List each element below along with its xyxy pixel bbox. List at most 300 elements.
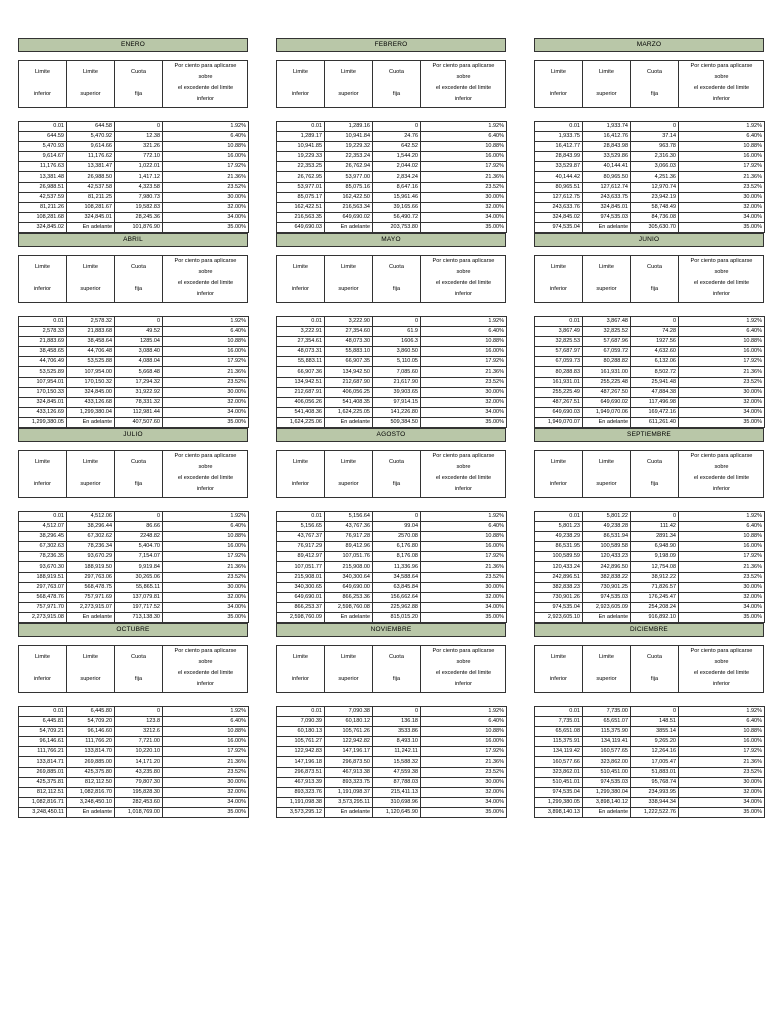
table-row	[277, 317, 507, 327]
fixed-fee-cell: 713,138.30	[115, 612, 163, 622]
header-line: fija	[134, 91, 143, 97]
header-line: el excedente del limite	[177, 475, 234, 481]
fixed-fee-cell: 24.76	[373, 132, 421, 142]
header-line: inferior	[549, 91, 568, 97]
upper-limit-cell: 1,299,380.04	[67, 407, 115, 417]
lower-limit-cell: 510,451.01	[535, 777, 583, 787]
month-table-marzo	[534, 38, 764, 233]
lower-limit-cell: 216,563.35	[277, 212, 325, 222]
fixed-fee-cell: 2,044.02	[373, 162, 421, 172]
lower-limit-cell: 133,814.71	[19, 757, 67, 767]
rate-cell: 34.00%	[679, 797, 765, 807]
lower-limit-cell: 16,412.77	[535, 142, 583, 152]
header-line: inferior	[712, 291, 731, 297]
lower-limit-cell: 324,845.02	[19, 222, 67, 232]
rate-cell: 1.92%	[163, 317, 249, 327]
header-porcentaje	[679, 646, 764, 692]
upper-limit-cell: 44,706.48	[67, 347, 115, 357]
table-header	[276, 60, 506, 108]
lower-limit-cell: 57,687.97	[535, 347, 583, 357]
upper-limit-cell: 53,525.88	[67, 357, 115, 367]
upper-limit-cell: 57,687.96	[583, 337, 631, 347]
table-row	[19, 612, 249, 622]
upper-limit-cell: 43,767.36	[325, 522, 373, 532]
header-line: Por ciento para aplicarse	[174, 648, 237, 654]
header-line: Cuota	[131, 654, 146, 660]
rate-table	[534, 706, 765, 818]
lower-limit-cell: 78,236.35	[19, 552, 67, 562]
header-line: sobre	[714, 464, 729, 470]
header-line: Cuota	[389, 654, 404, 660]
upper-limit-cell: 9,614.66	[67, 142, 115, 152]
table-row	[19, 357, 249, 367]
rate-cell: 1.92%	[163, 512, 249, 522]
upper-limit-cell: 269,885.00	[67, 757, 115, 767]
upper-limit-cell: 67,302.62	[67, 532, 115, 542]
lower-limit-cell: 33,529.87	[535, 162, 583, 172]
header-line: inferior	[33, 481, 52, 487]
header-line: Por ciento para aplicarse	[690, 648, 753, 654]
upper-limit-cell: 866,253.36	[325, 592, 373, 602]
fixed-fee-cell: 642.52	[373, 142, 421, 152]
upper-limit-cell: 53,977.00	[325, 172, 373, 182]
upper-limit-cell: 243,633.75	[583, 192, 631, 202]
table-row	[277, 727, 507, 737]
lower-limit-cell: 96,146.61	[19, 737, 67, 747]
fixed-fee-cell: 3212.6	[115, 727, 163, 737]
header-line: inferior	[454, 681, 473, 687]
table-row	[19, 777, 249, 787]
month-table-junio	[534, 233, 764, 428]
header-line: Limite	[83, 69, 98, 75]
header-line: el excedente del limite	[435, 85, 492, 91]
upper-limit-cell: 115,375.90	[583, 727, 631, 737]
header-line: sobre	[198, 74, 213, 80]
table-row	[535, 707, 765, 717]
month-table-diciembre	[534, 623, 764, 818]
fixed-fee-cell: 39,903.65	[373, 387, 421, 397]
rate-cell: 10.88%	[679, 727, 765, 737]
header-line: Limite	[341, 459, 356, 465]
lower-limit-cell: 111,766.21	[19, 747, 67, 757]
table-row	[535, 522, 765, 532]
table-header	[276, 645, 506, 693]
table-row	[19, 222, 249, 232]
upper-limit-cell: En adelante	[583, 222, 631, 232]
lower-limit-cell: 134,119.42	[535, 747, 583, 757]
table-row	[277, 787, 507, 797]
table-row	[535, 592, 765, 602]
month-table-julio	[18, 428, 248, 623]
table-row	[19, 797, 249, 807]
header-line: Limite	[83, 654, 98, 660]
rate-cell: 32.00%	[163, 397, 249, 407]
header-line: Limite	[35, 459, 50, 465]
table-row	[19, 417, 249, 427]
upper-limit-cell: En adelante	[583, 417, 631, 427]
table-row	[19, 407, 249, 417]
upper-limit-cell: 242,896.50	[583, 562, 631, 572]
header-limite-superior	[325, 646, 373, 692]
fixed-fee-cell: 203,753.80	[373, 222, 421, 232]
header-line: inferior	[291, 286, 310, 292]
header-line: fija	[392, 286, 401, 292]
header-cuota	[115, 256, 163, 302]
rate-cell: 1.92%	[679, 317, 765, 327]
header-line: sobre	[714, 269, 729, 275]
lower-limit-cell: 48,073.31	[277, 347, 325, 357]
rate-cell: 6.40%	[421, 327, 507, 337]
rate-table	[534, 511, 765, 623]
table-row	[277, 592, 507, 602]
lower-limit-cell: 323,862.01	[535, 767, 583, 777]
lower-limit-cell: 382,838.23	[535, 582, 583, 592]
lower-limit-cell: 649,690.03	[535, 407, 583, 417]
table-row	[277, 182, 507, 192]
header-line: inferior	[33, 676, 52, 682]
upper-limit-cell: 93,670.29	[67, 552, 115, 562]
upper-limit-cell: 2,598,760.08	[325, 602, 373, 612]
month-title: JUNIO	[534, 233, 764, 247]
header-line: Limite	[551, 654, 566, 660]
fixed-fee-cell: 79,807.30	[115, 777, 163, 787]
header-line: fija	[650, 481, 659, 487]
table-row	[19, 707, 249, 717]
rate-cell: 23.52%	[163, 377, 249, 387]
header-line: fija	[650, 91, 659, 97]
lower-limit-cell: 1,949,070.07	[535, 417, 583, 427]
fixed-fee-cell: 123.8	[115, 717, 163, 727]
month-title: MAYO	[276, 233, 506, 247]
header-line: fija	[392, 91, 401, 97]
fixed-fee-cell: 49.52	[115, 327, 163, 337]
table-row	[535, 807, 765, 817]
fixed-fee-cell: 11,242.11	[373, 747, 421, 757]
rate-cell: 16.00%	[421, 347, 507, 357]
fixed-fee-cell: 4,088.04	[115, 357, 163, 367]
header-line: el excedente del limite	[435, 670, 492, 676]
table-row	[277, 612, 507, 622]
lower-limit-cell: 162,422.51	[277, 202, 325, 212]
table-row	[277, 737, 507, 747]
lower-limit-cell: 215,908.01	[277, 572, 325, 582]
header-cuota	[631, 256, 679, 302]
rate-cell: 23.52%	[421, 377, 507, 387]
rate-cell: 32.00%	[679, 397, 765, 407]
lower-limit-cell: 3,867.49	[535, 327, 583, 337]
fixed-fee-cell: 21,617.90	[373, 377, 421, 387]
header-limite-superior	[67, 256, 115, 302]
fixed-fee-cell: 19,582.83	[115, 202, 163, 212]
month-title: SEPTIEMBRE	[534, 428, 764, 442]
fixed-fee-cell: 8,502.72	[631, 367, 679, 377]
rate-cell: 1.92%	[679, 512, 765, 522]
lower-limit-cell: 649,690.01	[277, 592, 325, 602]
lower-limit-cell: 67,302.63	[19, 542, 67, 552]
rate-cell: 16.00%	[679, 542, 765, 552]
table-row	[277, 162, 507, 172]
table-row	[535, 562, 765, 572]
rate-cell: 23.52%	[679, 182, 765, 192]
lower-limit-cell: 406,056.26	[277, 397, 325, 407]
lower-limit-cell: 93,670.30	[19, 562, 67, 572]
lower-limit-cell: 5,470.93	[19, 142, 67, 152]
fixed-fee-cell: 11,336.96	[373, 562, 421, 572]
fixed-fee-cell: 51,883.01	[631, 767, 679, 777]
header-line: fija	[392, 676, 401, 682]
rate-cell: 35.00%	[163, 807, 249, 817]
header-cuota	[115, 646, 163, 692]
upper-limit-cell: 3,573,295.11	[325, 797, 373, 807]
lower-limit-cell: 4,512.07	[19, 522, 67, 532]
lower-limit-cell: 255,225.49	[535, 387, 583, 397]
table-header	[534, 645, 764, 693]
header-cuota	[631, 451, 679, 497]
fixed-fee-cell: 176,245.47	[631, 592, 679, 602]
table-row	[19, 552, 249, 562]
rate-cell: 1.92%	[679, 122, 765, 132]
fixed-fee-cell: 4,632.60	[631, 347, 679, 357]
lower-limit-cell: 67,059.73	[535, 357, 583, 367]
rate-cell: 34.00%	[421, 602, 507, 612]
rate-cell: 32.00%	[421, 397, 507, 407]
table-row	[535, 612, 765, 622]
upper-limit-cell: 105,761.26	[325, 727, 373, 737]
upper-limit-cell: 382,838.22	[583, 572, 631, 582]
header-cuota	[115, 451, 163, 497]
fixed-fee-cell: 5,668.48	[115, 367, 163, 377]
table-row	[19, 542, 249, 552]
header-line: Cuota	[131, 69, 146, 75]
header-porcentaje	[421, 256, 506, 302]
fixed-fee-cell: 1,417.12	[115, 172, 163, 182]
lower-limit-cell: 19,229.33	[277, 152, 325, 162]
table-row	[535, 542, 765, 552]
header-line: inferior	[291, 91, 310, 97]
fixed-fee-cell: 7,154.07	[115, 552, 163, 562]
fixed-fee-cell: 111.42	[631, 522, 679, 532]
upper-limit-cell: 3,248,450.10	[67, 797, 115, 807]
header-line: Cuota	[131, 459, 146, 465]
upper-limit-cell: 33,529.86	[583, 152, 631, 162]
table-row	[535, 122, 765, 132]
lower-limit-cell: 11,176.63	[19, 162, 67, 172]
table-row	[535, 317, 765, 327]
table-row	[535, 202, 765, 212]
header-line: inferior	[549, 481, 568, 487]
upper-limit-cell: 2,923,605.09	[583, 602, 631, 612]
fixed-fee-cell: 141,226.80	[373, 407, 421, 417]
rate-cell: 34.00%	[421, 212, 507, 222]
header-line: Limite	[551, 459, 566, 465]
lower-limit-cell: 13,381.48	[19, 172, 67, 182]
fixed-fee-cell: 254,208.24	[631, 602, 679, 612]
header-limite-inferior	[277, 61, 325, 107]
upper-limit-cell: 812,112.50	[67, 777, 115, 787]
upper-limit-cell: 3,222.90	[325, 317, 373, 327]
rate-table	[18, 706, 249, 818]
upper-limit-cell: 406,056.25	[325, 387, 373, 397]
table-row	[535, 777, 765, 787]
fixed-fee-cell: 28,245.36	[115, 212, 163, 222]
header-line: Limite	[551, 264, 566, 270]
rate-cell: 23.52%	[163, 182, 249, 192]
upper-limit-cell: En adelante	[325, 612, 373, 622]
header-line: inferior	[712, 486, 731, 492]
fixed-fee-cell: 99.04	[373, 522, 421, 532]
fixed-fee-cell: 215,411.13	[373, 787, 421, 797]
header-limite-inferior	[535, 646, 583, 692]
rate-cell: 17.92%	[679, 552, 765, 562]
upper-limit-cell: 433,126.68	[67, 397, 115, 407]
month-title: AGOSTO	[276, 428, 506, 442]
table-row	[277, 407, 507, 417]
header-line: inferior	[712, 681, 731, 687]
rate-cell: 16.00%	[679, 347, 765, 357]
table-row	[277, 552, 507, 562]
table-row	[19, 212, 249, 222]
upper-limit-cell: 32,825.52	[583, 327, 631, 337]
rate-cell: 10.88%	[679, 532, 765, 542]
table-header	[18, 60, 248, 108]
lower-limit-cell: 40,144.42	[535, 172, 583, 182]
rate-cell: 10.88%	[163, 727, 249, 737]
lower-limit-cell: 5,801.23	[535, 522, 583, 532]
table-row	[535, 717, 765, 727]
fixed-fee-cell: 225,962.88	[373, 602, 421, 612]
rate-cell: 16.00%	[163, 737, 249, 747]
rate-cell: 35.00%	[679, 807, 765, 817]
table-row	[277, 747, 507, 757]
table-row	[535, 377, 765, 387]
fixed-fee-cell: 1285.04	[115, 337, 163, 347]
table-row	[277, 192, 507, 202]
header-limite-superior	[583, 451, 631, 497]
upper-limit-cell: 487,267.50	[583, 387, 631, 397]
upper-limit-cell: 54,709.20	[67, 717, 115, 727]
lower-limit-cell: 32,825.53	[535, 337, 583, 347]
rate-cell: 17.92%	[163, 357, 249, 367]
table-row	[535, 387, 765, 397]
header-line: Cuota	[647, 654, 662, 660]
table-row	[277, 212, 507, 222]
fixed-fee-cell: 8,647.16	[373, 182, 421, 192]
upper-limit-cell: 38,296.44	[67, 522, 115, 532]
fixed-fee-cell: 234,993.95	[631, 787, 679, 797]
lower-limit-cell: 89,412.97	[277, 552, 325, 562]
month-table-noviembre	[276, 623, 506, 818]
table-row	[19, 202, 249, 212]
fixed-fee-cell: 310,698.96	[373, 797, 421, 807]
lower-limit-cell: 76,917.29	[277, 542, 325, 552]
month-table-septiembre	[534, 428, 764, 623]
header-line: el excedente del limite	[693, 475, 750, 481]
rate-cell: 16.00%	[163, 152, 249, 162]
upper-limit-cell: En adelante	[583, 612, 631, 622]
rate-cell: 10.88%	[421, 142, 507, 152]
fixed-fee-cell: 1,120,645.90	[373, 807, 421, 817]
rate-cell: 16.00%	[163, 542, 249, 552]
header-line: Limite	[293, 654, 308, 660]
upper-limit-cell: 510,451.00	[583, 767, 631, 777]
rate-cell: 17.92%	[679, 357, 765, 367]
lower-limit-cell: 893,323.76	[277, 787, 325, 797]
fixed-fee-cell: 963.78	[631, 142, 679, 152]
header-line: inferior	[33, 286, 52, 292]
rate-cell: 21.36%	[679, 172, 765, 182]
table-row	[19, 132, 249, 142]
lower-limit-cell: 243,633.76	[535, 202, 583, 212]
header-line: inferior	[33, 91, 52, 97]
table-row	[19, 757, 249, 767]
fixed-fee-cell: 10,220.10	[115, 747, 163, 757]
table-row	[535, 512, 765, 522]
rate-cell: 1.92%	[421, 122, 507, 132]
lower-limit-cell: 269,885.01	[19, 767, 67, 777]
table-row	[277, 532, 507, 542]
rate-cell: 6.40%	[163, 717, 249, 727]
header-line: inferior	[196, 96, 215, 102]
fixed-fee-cell: 86.66	[115, 522, 163, 532]
fixed-fee-cell: 12.38	[115, 132, 163, 142]
header-line: superior	[338, 481, 359, 487]
rate-cell: 17.92%	[163, 552, 249, 562]
fixed-fee-cell: 30,265.06	[115, 572, 163, 582]
table-row	[535, 397, 765, 407]
upper-limit-cell: 1,191,098.37	[325, 787, 373, 797]
header-line: inferior	[196, 291, 215, 297]
table-row	[19, 572, 249, 582]
table-row	[19, 122, 249, 132]
header-line: el excedente del limite	[177, 85, 234, 91]
table-row	[535, 367, 765, 377]
lower-limit-cell: 9,614.67	[19, 152, 67, 162]
upper-limit-cell: 649,690.02	[325, 212, 373, 222]
header-line: inferior	[196, 486, 215, 492]
header-porcentaje	[421, 451, 506, 497]
rate-cell: 34.00%	[679, 407, 765, 417]
lower-limit-cell: 0.01	[535, 122, 583, 132]
lower-limit-cell: 10,941.85	[277, 142, 325, 152]
table-row	[535, 727, 765, 737]
table-row	[277, 377, 507, 387]
fixed-fee-cell: 1,544.20	[373, 152, 421, 162]
month-title: OCTUBRE	[18, 623, 248, 637]
upper-limit-cell: 13,381.47	[67, 162, 115, 172]
header-line: Cuota	[647, 264, 662, 270]
table-row	[19, 512, 249, 522]
fixed-fee-cell: 2891.34	[631, 532, 679, 542]
rate-cell: 17.92%	[679, 747, 765, 757]
fixed-fee-cell: 6,948.90	[631, 542, 679, 552]
table-row	[19, 192, 249, 202]
rate-cell: 21.36%	[163, 562, 249, 572]
lower-limit-cell: 42,537.59	[19, 192, 67, 202]
fixed-fee-cell: 47,559.38	[373, 767, 421, 777]
table-row	[535, 737, 765, 747]
rate-cell: 35.00%	[163, 222, 249, 232]
table-row	[19, 152, 249, 162]
header-cuota	[631, 646, 679, 692]
table-row	[19, 727, 249, 737]
rate-cell: 32.00%	[421, 202, 507, 212]
upper-limit-cell: 49,238.28	[583, 522, 631, 532]
fixed-fee-cell: 0	[115, 707, 163, 717]
upper-limit-cell: 134,942.50	[325, 367, 373, 377]
header-line: Limite	[293, 264, 308, 270]
upper-limit-cell: En adelante	[325, 417, 373, 427]
upper-limit-cell: 60,180.12	[325, 717, 373, 727]
